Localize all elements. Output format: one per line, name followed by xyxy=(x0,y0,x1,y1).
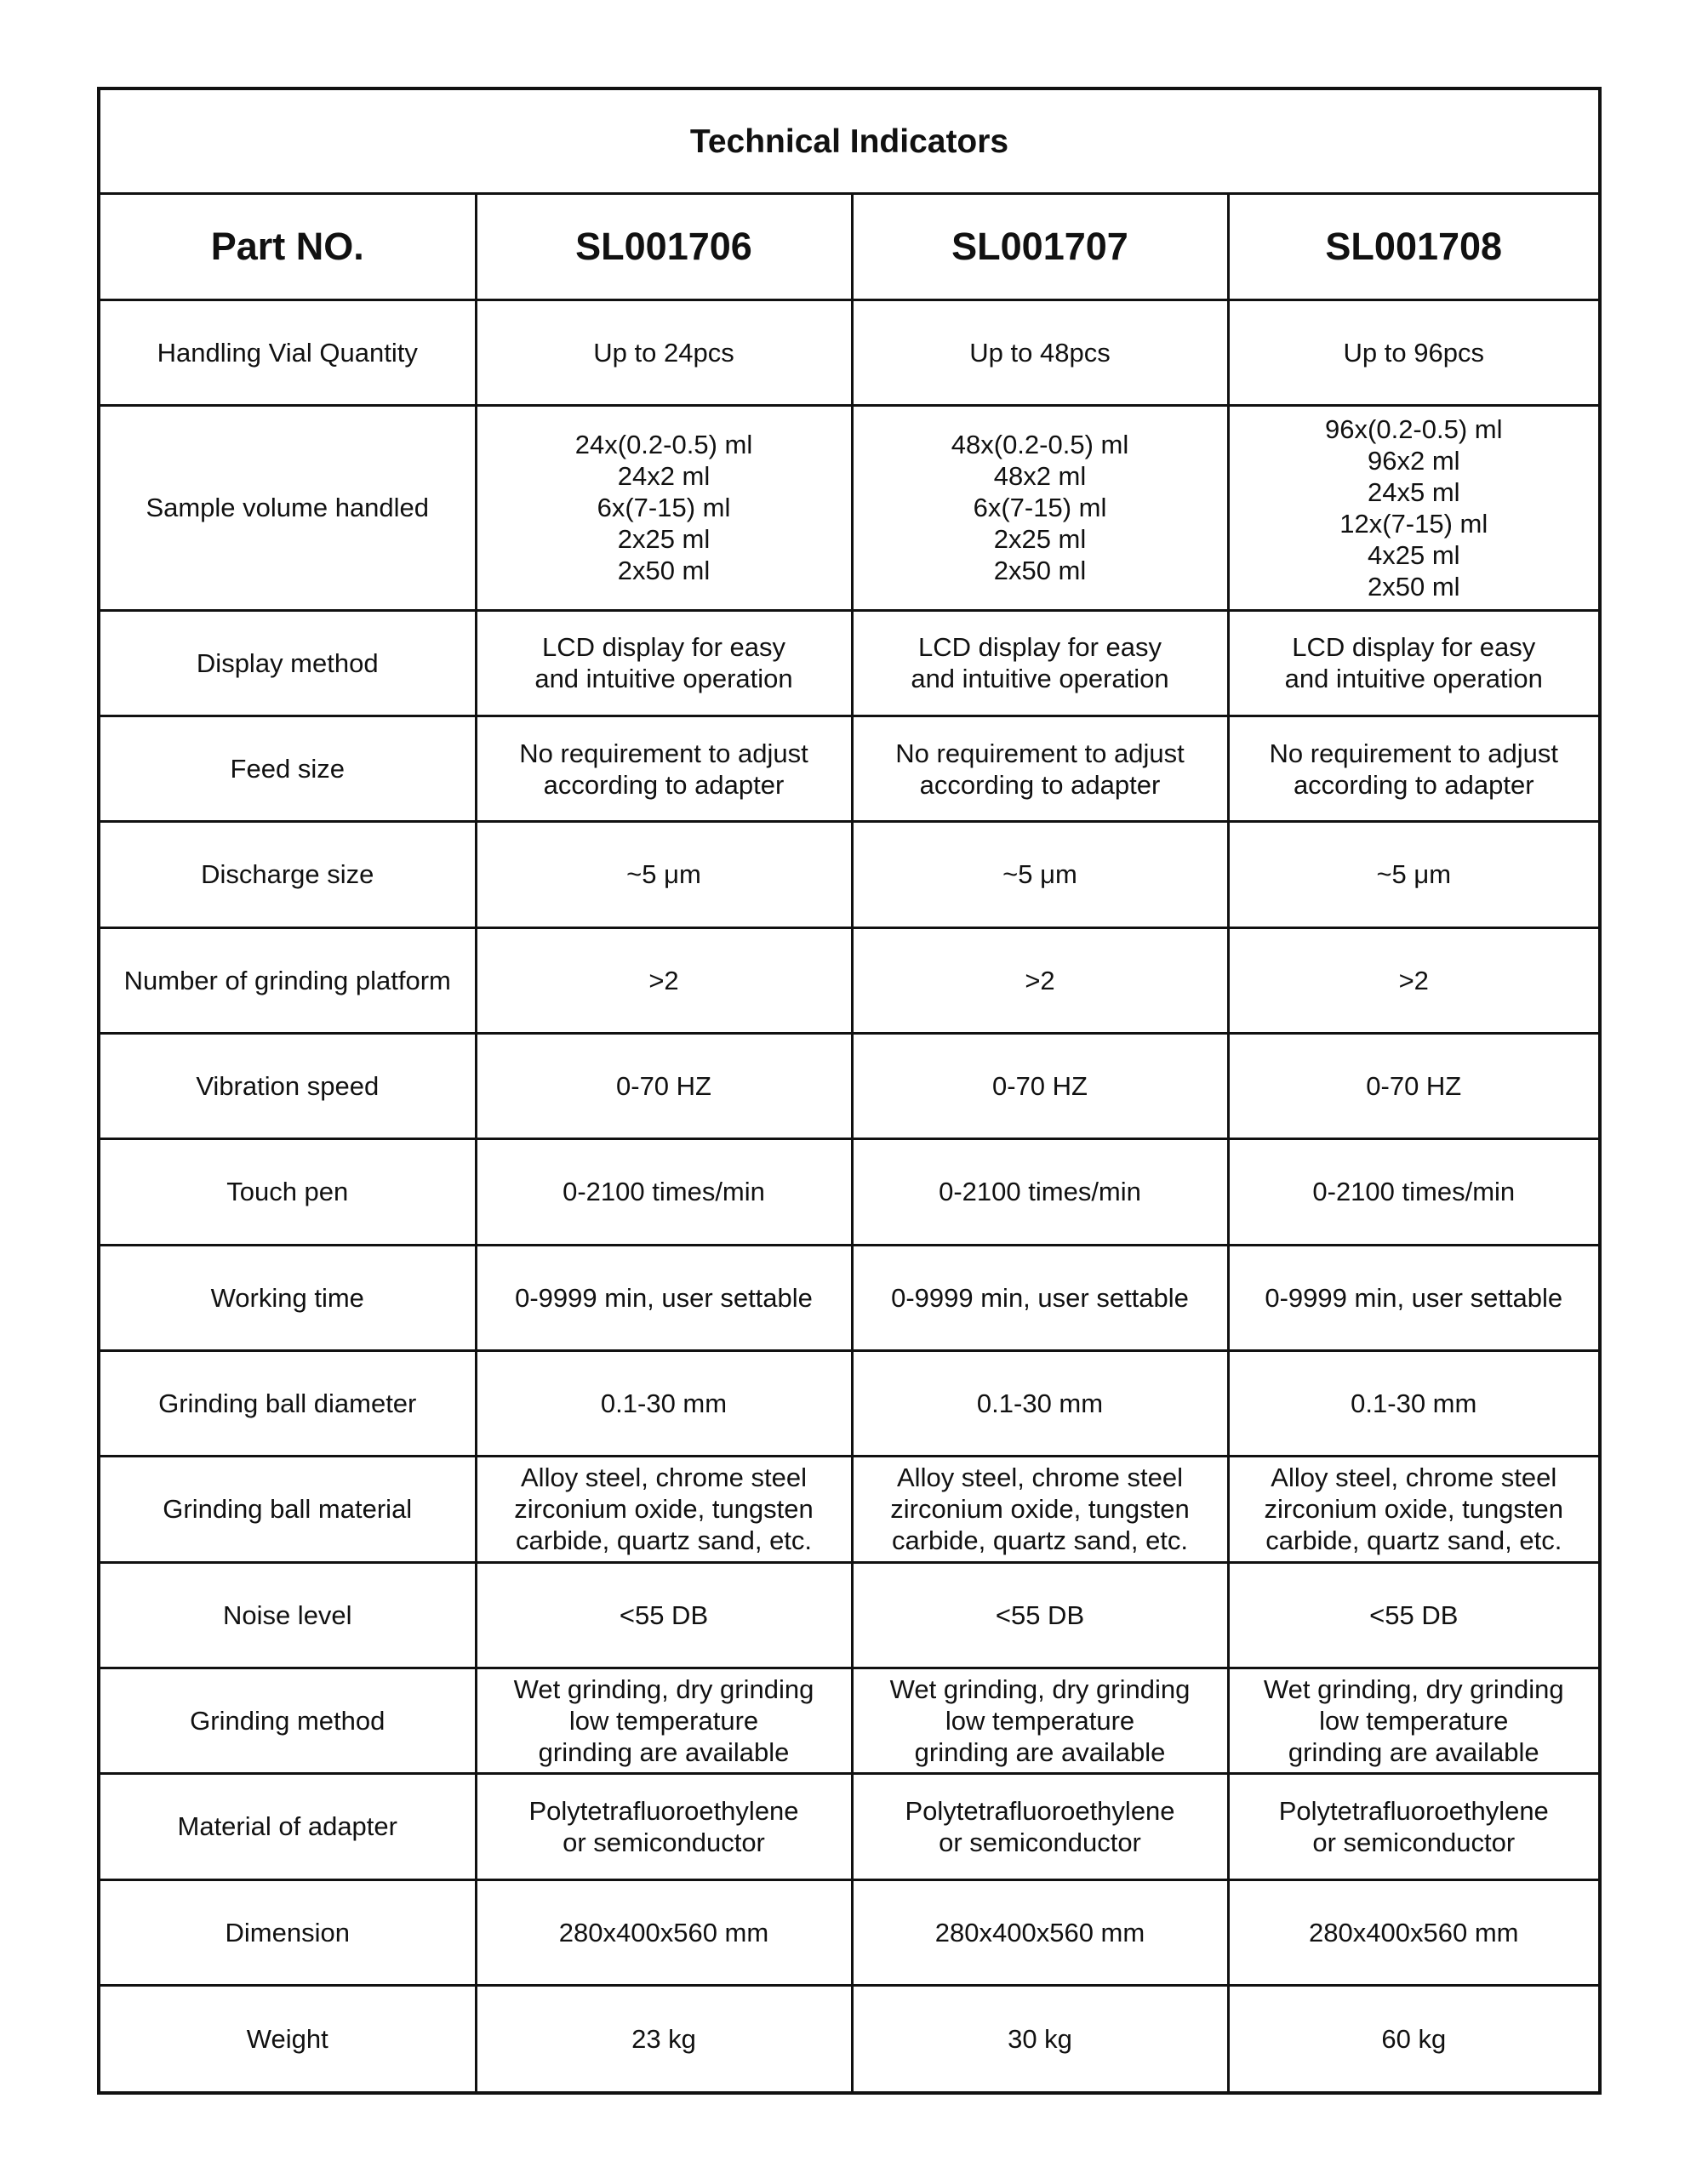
row-value: 0-70 HZ xyxy=(1228,1033,1598,1138)
table-row xyxy=(100,1457,1598,1562)
model-header-sl001707: SL001707 xyxy=(852,194,1228,299)
spec-sheet xyxy=(97,87,1602,2095)
row-value xyxy=(476,405,852,610)
row-value: 0-70 HZ xyxy=(476,1033,852,1138)
row-value: No requirement to adjust according to adapter xyxy=(476,716,852,821)
row-value-text: 24x(0.2-0.5) ml 24x2 ml 6x(7-15) ml 2x25 ml 2x50 ml xyxy=(574,430,753,586)
row-value xyxy=(1228,405,1598,610)
row-label: Discharge size xyxy=(100,822,476,927)
row-value: 0-9999 min, user settable xyxy=(1228,1245,1598,1350)
row-value: Alloy steel, chrome steel zirconium oxide, tungsten carbide, quartz sand, etc. xyxy=(1228,1457,1598,1562)
row-value: LCD display for easy and intuitive operation xyxy=(852,610,1228,716)
row-value: <55 DB xyxy=(476,1562,852,1668)
row-value: Up to 24pcs xyxy=(476,299,852,405)
row-label: Dimension xyxy=(100,1879,476,1985)
row-label: Number of grinding platform xyxy=(100,927,476,1033)
row-value: Wet grinding, dry grinding low temperature grinding are available xyxy=(1228,1668,1598,1773)
table-row xyxy=(100,299,1598,405)
row-value: Polytetrafluoroethylene or semiconductor xyxy=(1228,1774,1598,1879)
row-value-text: 48x(0.2-0.5) ml 48x2 ml 6x(7-15) ml 2x25 ml 2x50 ml xyxy=(951,430,1129,586)
row-value: LCD display for easy and intuitive operation xyxy=(476,610,852,716)
row-value: 0.1-30 mm xyxy=(852,1350,1228,1456)
row-label: Working time xyxy=(100,1245,476,1350)
title-row xyxy=(100,90,1598,194)
row-label: Feed size xyxy=(100,716,476,821)
row-value: LCD display for easy and intuitive operation xyxy=(1228,610,1598,716)
row-value: 0.1-30 mm xyxy=(1228,1350,1598,1456)
row-value: 30 kg xyxy=(852,1985,1228,2091)
table-row xyxy=(100,405,1598,610)
row-value: <55 DB xyxy=(1228,1562,1598,1668)
row-value: 0-2100 times/min xyxy=(476,1139,852,1245)
table-row xyxy=(100,1350,1598,1456)
row-value: 0.1-30 mm xyxy=(476,1350,852,1456)
row-value: ~5 μm xyxy=(476,822,852,927)
row-label: Grinding ball material xyxy=(100,1457,476,1562)
table-row xyxy=(100,1668,1598,1773)
row-label: Grinding ball diameter xyxy=(100,1350,476,1456)
technical-indicators-table xyxy=(100,90,1598,2091)
row-value: <55 DB xyxy=(852,1562,1228,1668)
row-label: Sample volume handled xyxy=(100,405,476,610)
table-row xyxy=(100,822,1598,927)
row-value: 0-9999 min, user settable xyxy=(852,1245,1228,1350)
row-value: Polytetrafluoroethylene or semiconductor xyxy=(476,1774,852,1879)
table-title: Technical Indicators xyxy=(100,90,1598,194)
table-row xyxy=(100,1033,1598,1138)
table-row xyxy=(100,610,1598,716)
header-row xyxy=(100,194,1598,299)
table-row xyxy=(100,1774,1598,1879)
row-label: Weight xyxy=(100,1985,476,2091)
row-label: Noise level xyxy=(100,1562,476,1668)
table-row xyxy=(100,1879,1598,1985)
row-value: 0-70 HZ xyxy=(852,1033,1228,1138)
row-value: 280x400x560 mm xyxy=(1228,1879,1598,1985)
table-row xyxy=(100,1985,1598,2091)
row-value xyxy=(852,405,1228,610)
row-value: 0-2100 times/min xyxy=(852,1139,1228,1245)
model-header-sl001708: SL001708 xyxy=(1228,194,1598,299)
row-label: Vibration speed xyxy=(100,1033,476,1138)
row-value: 60 kg xyxy=(1228,1985,1598,2091)
row-label: Material of adapter xyxy=(100,1774,476,1879)
row-value: ~5 μm xyxy=(1228,822,1598,927)
row-value: 280x400x560 mm xyxy=(476,1879,852,1985)
table-row xyxy=(100,927,1598,1033)
row-value: No requirement to adjust according to adapter xyxy=(852,716,1228,821)
model-header-sl001706: SL001706 xyxy=(476,194,852,299)
row-value: >2 xyxy=(1228,927,1598,1033)
row-value: Up to 96pcs xyxy=(1228,299,1598,405)
row-value: 0-2100 times/min xyxy=(1228,1139,1598,1245)
row-value: Alloy steel, chrome steel zirconium oxide, tungsten carbide, quartz sand, etc. xyxy=(852,1457,1228,1562)
row-label: Handling Vial Quantity xyxy=(100,299,476,405)
row-label: Touch pen xyxy=(100,1139,476,1245)
table-row xyxy=(100,1562,1598,1668)
row-value: 23 kg xyxy=(476,1985,852,2091)
table-row xyxy=(100,716,1598,821)
row-value-text: 96x(0.2-0.5) ml 96x2 ml 24x5 ml 12x(7-15) ml 4x25 ml 2x50 ml xyxy=(1325,413,1503,602)
row-value: Alloy steel, chrome steel zirconium oxide, tungsten carbide, quartz sand, etc. xyxy=(476,1457,852,1562)
row-value: >2 xyxy=(852,927,1228,1033)
row-value: 0-9999 min, user settable xyxy=(476,1245,852,1350)
row-value: No requirement to adjust according to adapter xyxy=(1228,716,1598,821)
row-value: >2 xyxy=(476,927,852,1033)
table-row xyxy=(100,1139,1598,1245)
row-value: Wet grinding, dry grinding low temperature grinding are available xyxy=(852,1668,1228,1773)
row-value: Wet grinding, dry grinding low temperature grinding are available xyxy=(476,1668,852,1773)
part-no-header: Part NO. xyxy=(100,194,476,299)
row-value: 280x400x560 mm xyxy=(852,1879,1228,1985)
row-value: Polytetrafluoroethylene or semiconductor xyxy=(852,1774,1228,1879)
row-value: ~5 μm xyxy=(852,822,1228,927)
row-label: Display method xyxy=(100,610,476,716)
row-label: Grinding method xyxy=(100,1668,476,1773)
row-value: Up to 48pcs xyxy=(852,299,1228,405)
table-row xyxy=(100,1245,1598,1350)
